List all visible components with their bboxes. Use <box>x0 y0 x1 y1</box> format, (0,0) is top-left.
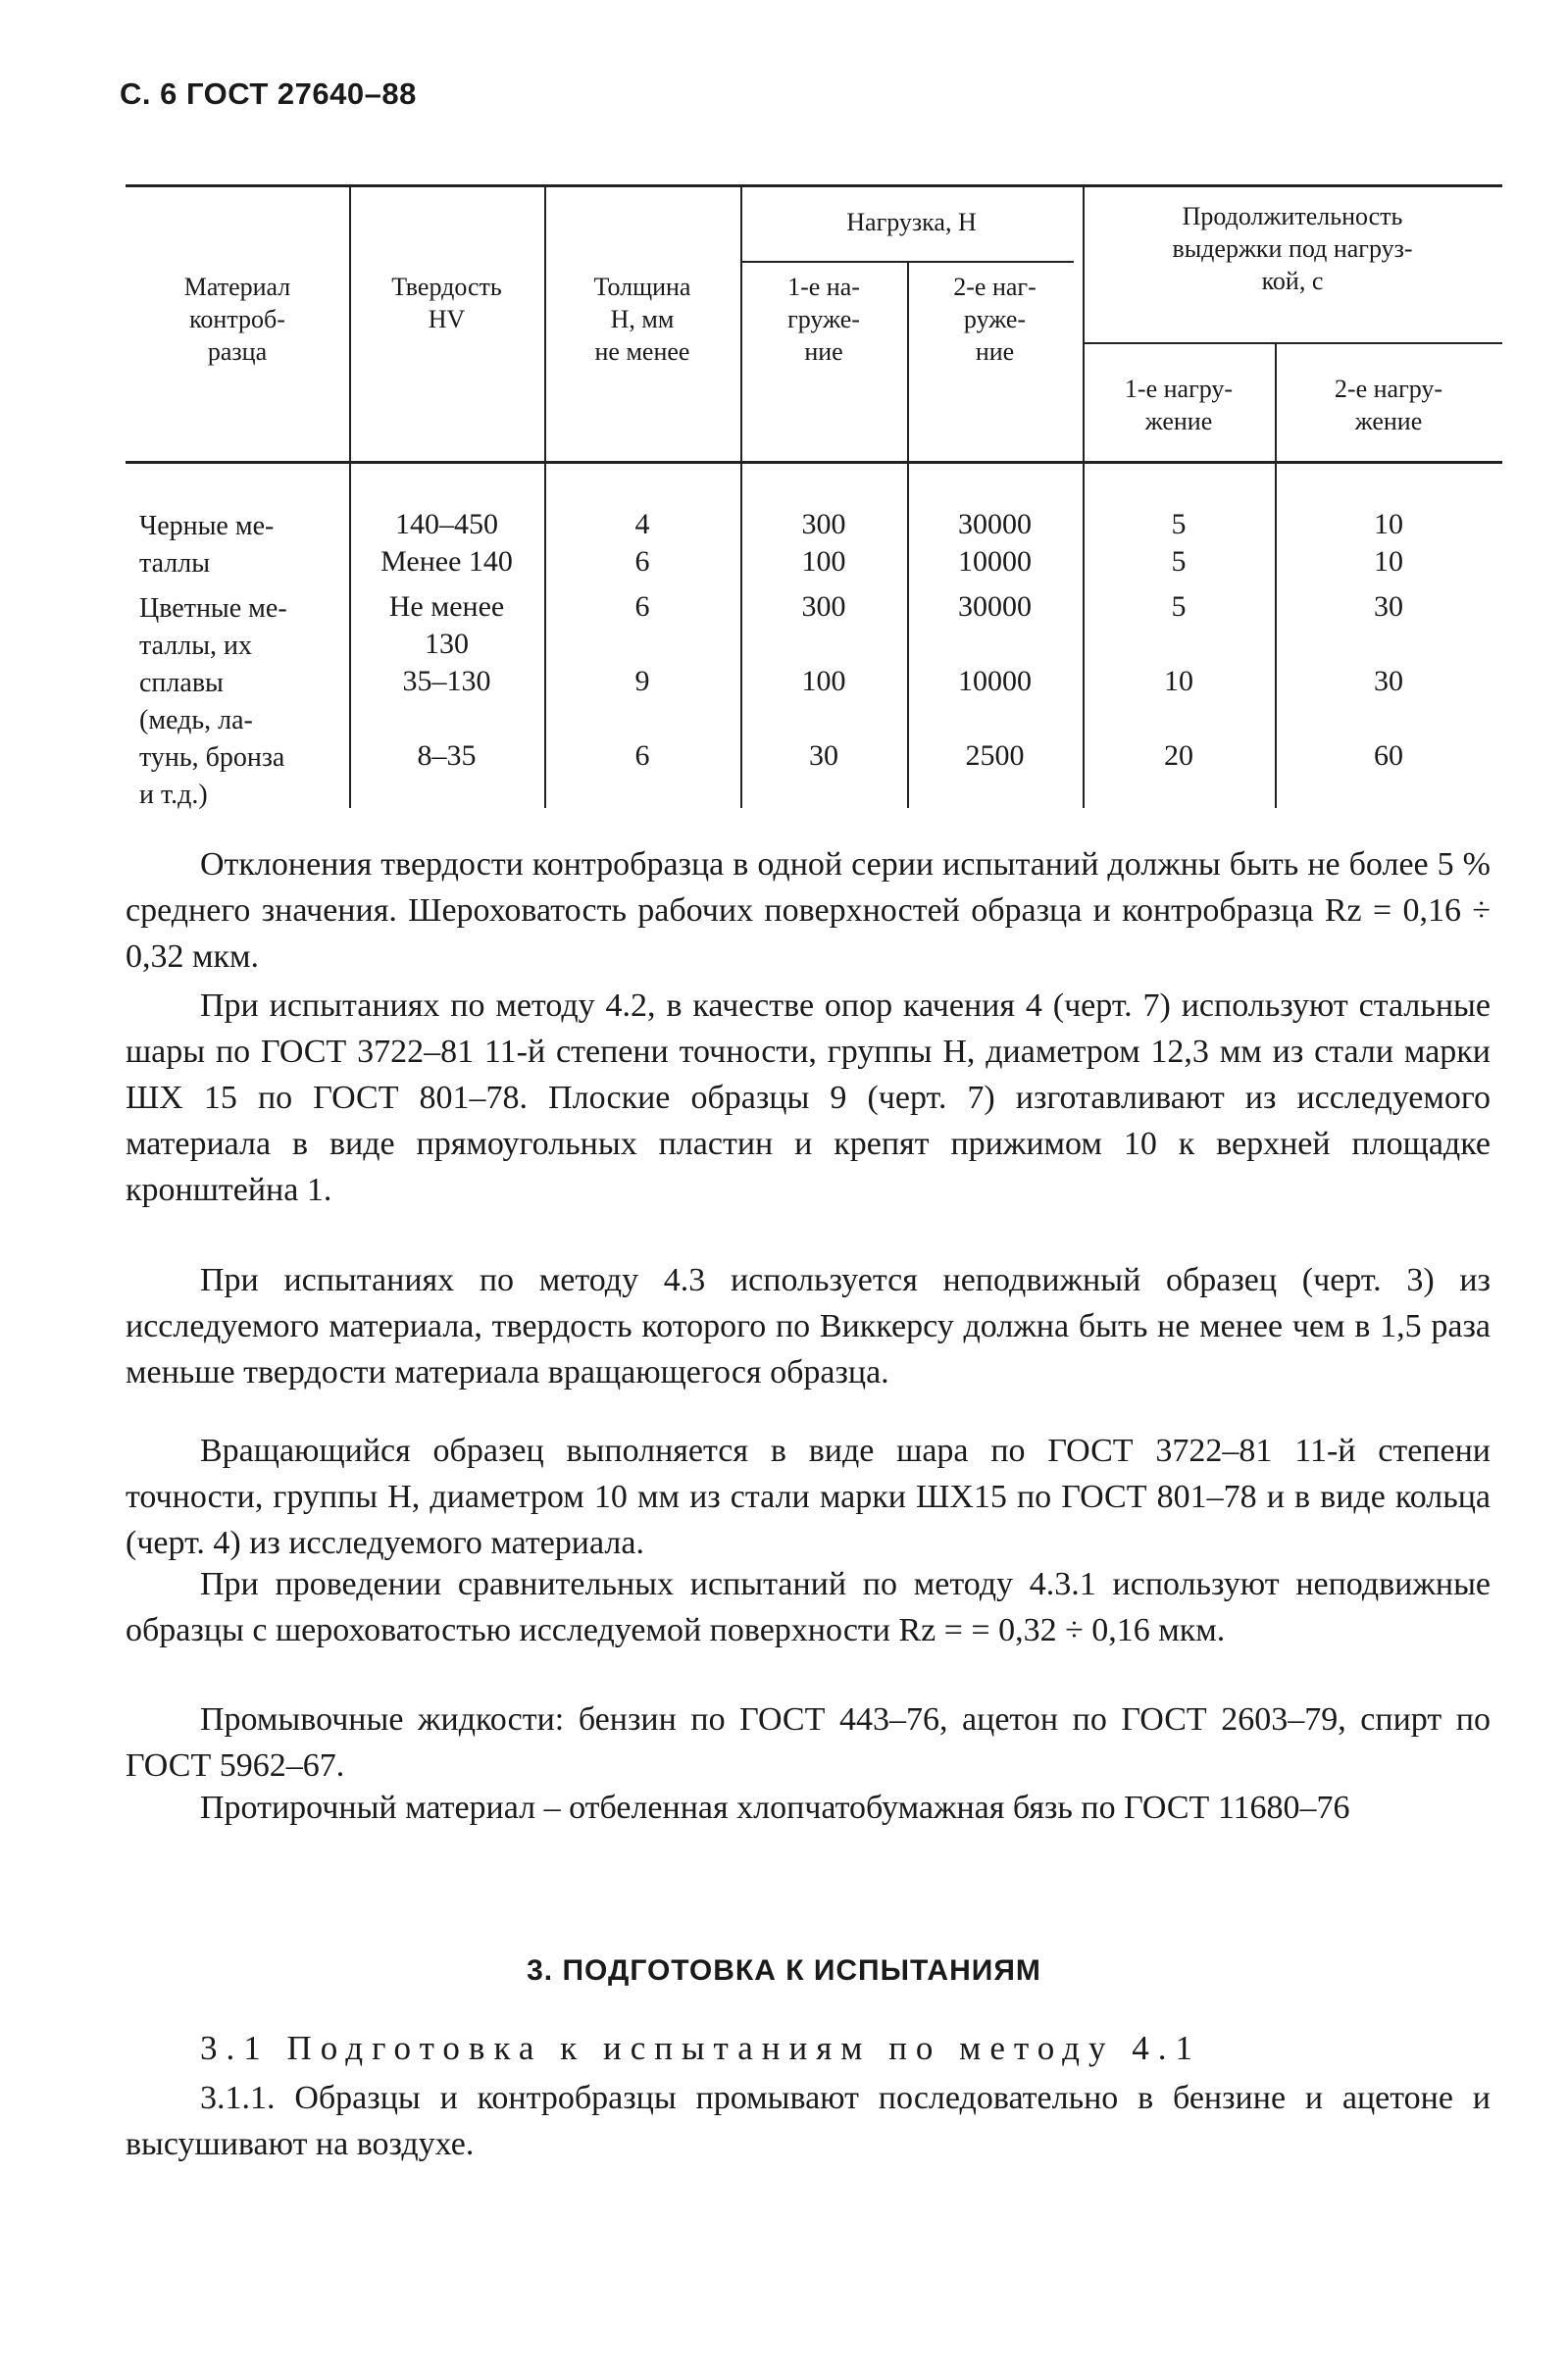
hardness-value: Не менее 130 <box>388 590 505 660</box>
duration1-value: 20 <box>1164 739 1193 772</box>
paragraph-comparative-tests: При проведении сравнительных испытаний по методу 4.3.1 используют неподвижные образцы с шероховатостью исследуемой поверхности Rz = = 0,32 ÷ 0,16 мкм. <box>126 1566 1491 1648</box>
hardness-value: 35–130 <box>402 665 491 697</box>
load2-value: 10000 <box>958 545 1032 578</box>
paragraph-washing-liquids: Промывочные жидкости: бензин по ГОСТ 443–76, ацетон по ГОСТ 2603–79, спирт по ГОСТ 5962–67. <box>126 1701 1491 1784</box>
thickness-value: 9 <box>634 665 650 697</box>
header-duration-group: Продолжительность выдержки под нагруз- кой, с <box>1172 202 1413 295</box>
paragraph-wiping-material: Протирочный материал – отбеленная хлопчатобумажная бязь по ГОСТ 11680–76 <box>200 1790 1350 1826</box>
header-material: Материал контроб- разца <box>183 273 291 366</box>
header-load-1: 1-е на- груже- ние <box>787 273 860 366</box>
material-nonferrous: Цветные ме- таллы, их сплавы (медь, ла- тунь, бронза и т.д.) <box>139 593 287 810</box>
thickness-value: 6 <box>634 739 650 772</box>
paragraph-rotating-specimen: Вращающийся образец выполняется в виде шара по ГОСТ 3722–81 11-й степени точности, группы Н, диаметром 10 мм из стали марки ШХ15 по ГОСТ 801–78 и в виде кольца (черт. 4) из исследуемого материала. <box>126 1433 1491 1561</box>
subsection-title: 3.1 Подготовка к испытаниям по методу 4.1 <box>200 2029 1201 2067</box>
header-thickness: Толщина Н, мм не менее <box>593 273 691 366</box>
load1-value: 100 <box>801 665 846 697</box>
paragraph-method-4-2: При испытаниях по методу 4.2, в качестве опор качения 4 (черт. 7) используют стальные шары по ГОСТ 3722–81 11-й степени точности, группы Н, диаметром 12,3 мм из стали марки ШХ 15 по ГОСТ 801–78. Плоские образцы 9 (черт. 7) изготавливают из исследуемого материала в виде прямоугольных пластин и крепят прижимом 10 к верхней площадке кронштейна 1. <box>126 987 1491 1208</box>
duration2-value: 30 <box>1374 590 1403 623</box>
load2-value: 10000 <box>958 665 1032 697</box>
duration1-value: 5 <box>1171 545 1187 578</box>
load2-value: 2500 <box>965 739 1025 772</box>
paragraph-3-1-1: 3.1.1. Образцы и контробразцы промывают последовательно в бензине и ацетоне и высушивают на воздухе. <box>126 2080 1491 2162</box>
header-load-group: Нагрузка, Н <box>846 208 977 236</box>
paragraph-method-4-3: При испытаниях по методу 4.3 используется неподвижный образец (черт. 3) из исследуемого материала, твердость которого по Виккерсу должна быть не менее чем в 1,5 раза меньше твердости материала вращающегося образца. <box>126 1262 1491 1391</box>
header-bottom-rule <box>126 461 1502 464</box>
hardness-value: 140–450 <box>395 508 498 540</box>
load2-value: 30000 <box>958 508 1032 540</box>
duration2-value: 30 <box>1374 665 1403 697</box>
test-parameters-table <box>126 184 1502 808</box>
hardness-value: 8–35 <box>417 739 477 772</box>
section-title: 3. ПОДГОТОВКА К ИСПЫТАНИЯМ <box>527 1954 1041 1987</box>
header-duration-1: 1-е нагру- жение <box>1124 375 1234 435</box>
duration2-value: 60 <box>1374 739 1403 772</box>
duration1-value: 5 <box>1171 508 1187 540</box>
duration2-value: 10 <box>1374 545 1403 578</box>
thickness-value: 4 <box>634 508 650 540</box>
paragraph-hardness-deviation: Отклонения твердости контробразца в одной серии испытаний должны быть не более 5 % среднего значения. Шероховатость рабочих поверхностей образца и контробразца Rz = 0,16 ÷ 0,32 мкм. <box>126 846 1491 975</box>
load1-value: 300 <box>801 590 846 623</box>
header-duration-2: 2-е нагру- жение <box>1334 375 1443 435</box>
thickness-value: 6 <box>634 590 650 623</box>
material-ferrous: Черные ме- таллы <box>139 511 275 579</box>
duration2-value: 10 <box>1374 508 1403 540</box>
table-top-rule <box>126 184 1502 187</box>
duration1-value: 10 <box>1164 665 1193 697</box>
load2-value: 30000 <box>958 590 1032 623</box>
page-header: С. 6 ГОСТ 27640–88 <box>120 76 417 111</box>
thickness-value: 6 <box>634 545 650 578</box>
duration1-value: 5 <box>1171 590 1187 623</box>
header-hardness: Твердость HV <box>391 273 502 333</box>
duration-group-rule <box>1083 342 1502 344</box>
hardness-value: Менее 140 <box>380 545 513 578</box>
load1-value: 100 <box>801 545 846 578</box>
load1-value: 300 <box>801 508 846 540</box>
header-load-2: 2-е наг- руже- ние <box>953 273 1037 366</box>
load1-value: 30 <box>809 739 838 772</box>
